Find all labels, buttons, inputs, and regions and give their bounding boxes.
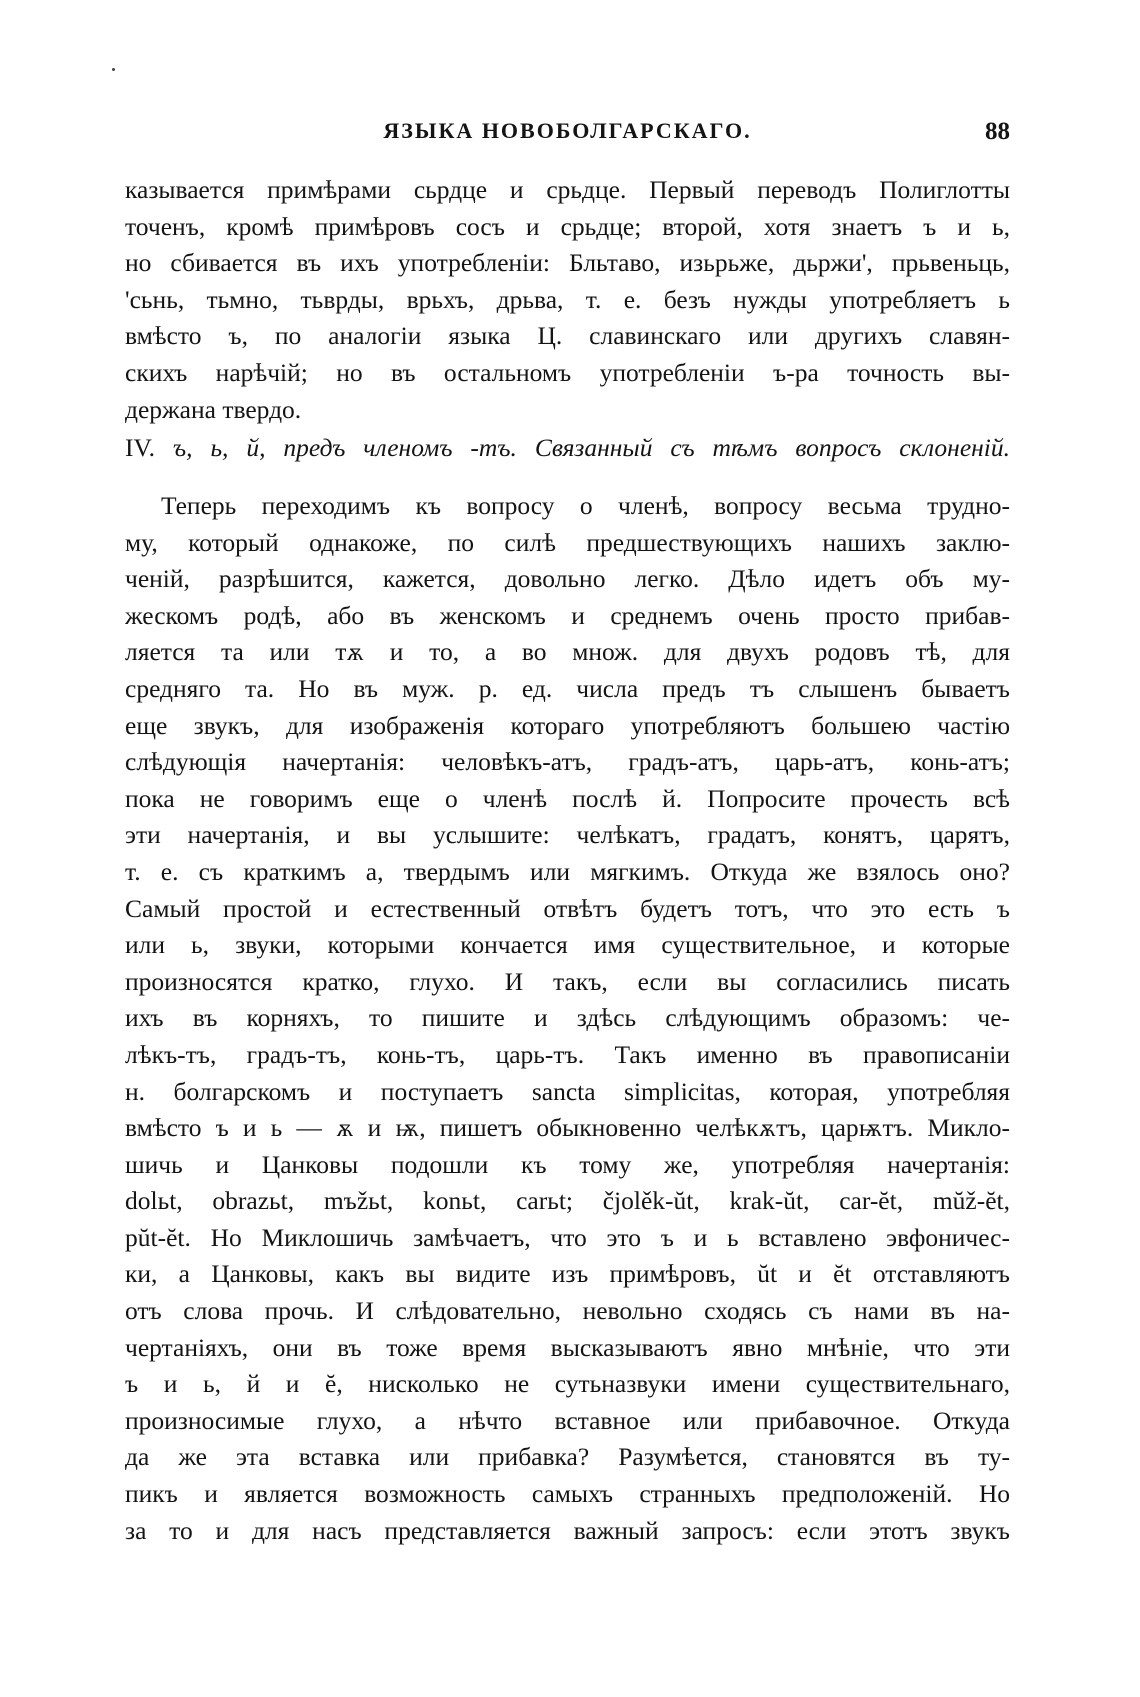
section-number: IV. (125, 433, 155, 462)
text-line: слѣдующія начертанія: человѣкъ-атъ, градъ-атъ, царь-атъ, конь-атъ; (125, 747, 1010, 777)
text-line: вмѣсто ъ, по аналогіи языка Ц. славинскаго или другихъ славян- (125, 321, 1010, 351)
text-line: или ь, звуки, которыми кончается имя существительное, и которые (125, 930, 1010, 960)
text-line: pŭt-ĕt. Но Миклошичь замѣчаетъ, что это ъ и ь вставлено эвфоничес- (125, 1222, 1010, 1252)
page-number: 88 (985, 118, 1010, 145)
text-line: да же эта вставка или прибавка? Разумѣется, становятся въ ту- (125, 1442, 1010, 1472)
text-line: ченій, разрѣшится, кажется, довольно легко. Дѣло идетъ объ му- (125, 564, 1010, 594)
text-line: отъ слова прочь. И слѣдовательно, невольно сходясь съ нами въ на- (125, 1296, 1010, 1326)
text-line: казывается примѣрами сьрдце и срьдце. Первый переводъ Полиглотты (125, 175, 1010, 204)
text-line: шичь и Цанковы подошли къ тому же, употребляя начертанія: (125, 1149, 1010, 1179)
text-line: ляется та или тѫ и то, а во множ. для двухъ родовъ тѣ, для (125, 637, 1010, 667)
text-line: н. болгарскомъ и поступаетъ sancta simplicitas, которая, употребляя (125, 1076, 1010, 1106)
text-line: Самый простой и естественный отвѣтъ будетъ тотъ, что это есть ъ (125, 893, 1010, 923)
text-line: за то и для насъ представляется важный запросъ: если этотъ звукъ (125, 1515, 1010, 1545)
text-line: ихъ въ корняхъ, то пишите и здѣсь слѣдующимъ образомъ: че- (125, 1003, 1010, 1033)
running-head (125, 118, 1010, 158)
text-line: жескомъ родѣ, або въ женскомъ и среднемъ очень просто прибав- (125, 600, 1010, 630)
text-line: т. е. съ краткимъ а, твердымъ или мягкимъ. Откуда же взялось оно? (125, 856, 1010, 886)
print-speck (112, 68, 115, 71)
text-line: средняго та. Но въ муж. р. ед. числа предъ тъ слышенъ бываетъ (125, 673, 1010, 703)
paragraph-1 (125, 172, 1010, 428)
text-line: держана твердо. (125, 394, 302, 424)
paragraph-2 (125, 488, 1010, 1549)
text-line: лѣкъ-тъ, градъ-тъ, конь-тъ, царь-тъ. Такъ именно въ правописаніи (125, 1039, 1010, 1069)
text-line: точенъ, кромѣ примѣровъ сосъ и срьдце; второй, хотя знаетъ ъ и ь, (125, 211, 1010, 241)
text-line: Теперь переходимъ къ вопросу о членѣ, вопросу весьма трудно- (161, 491, 1010, 520)
text-line: но сбивается въ ихъ употребленіи: Бльтаво, изьрьже, дьржи', прьвеньць, (125, 248, 1010, 278)
text-line: скихъ нарѣчій; но въ остальномъ употребленіи ъ-ра точность вы- (125, 357, 1010, 387)
text-line: пикъ и является возможность самыхъ странныхъ предположеній. Но (125, 1479, 1010, 1509)
text-line: вмѣсто ъ и ь — ѫ и ѭ, пишетъ обыкновенно челѣкѫтъ, царѭтъ. Микло- (125, 1113, 1010, 1143)
text-line: произносятся кратко, глухо. И такъ, если вы согласились писать (125, 966, 1010, 996)
text-line: эти начертанія, и вы услышите: челѣкатъ, градатъ, конятъ, царятъ, (125, 820, 1010, 850)
section-heading (125, 430, 1010, 466)
running-title: ЯЗЫКА НОВОБОЛГАРСКАГО. (383, 118, 752, 143)
text-line: произносимые глухо, а нѣчто вставное или прибавочное. Откуда (125, 1405, 1010, 1435)
section-heading-text: ъ, ь, й, предъ членомъ -тъ. Связанный съ тѣмъ вопросъ склоненій. (172, 433, 1010, 462)
text-line: му, который однакоже, по силѣ предшествующихъ нашихъ заклю- (125, 527, 1010, 557)
text-line: 'сьнь, тьмно, тьврды, врьхъ, дрьва, т. е. безъ нужды употребляетъ ь (125, 284, 1010, 314)
text-line: dolьt, obrazьt, mъžьt, konьt, carьt; čjolěk-ŭt, krak-ŭt, car-ĕt, mŭž-ĕt, (125, 1186, 1010, 1216)
text-line: ъ и ь, й и ĕ, нисколько не сутьназвуки имени существительнаго, (125, 1369, 1010, 1399)
text-line: ки, а Цанковы, какъ вы видите изъ примѣровъ, ŭt и ĕt отставляютъ (125, 1259, 1010, 1289)
text-line: еще звукъ, для изображенія котораго употребляютъ большею частію (125, 710, 1010, 740)
text-line: чертаніяхъ, они въ тоже время высказываютъ явно мнѣніе, что эти (125, 1332, 1010, 1362)
text-line: пока не говоримъ еще о членѣ послѣ й. Попросите прочесть всѣ (125, 783, 1010, 813)
